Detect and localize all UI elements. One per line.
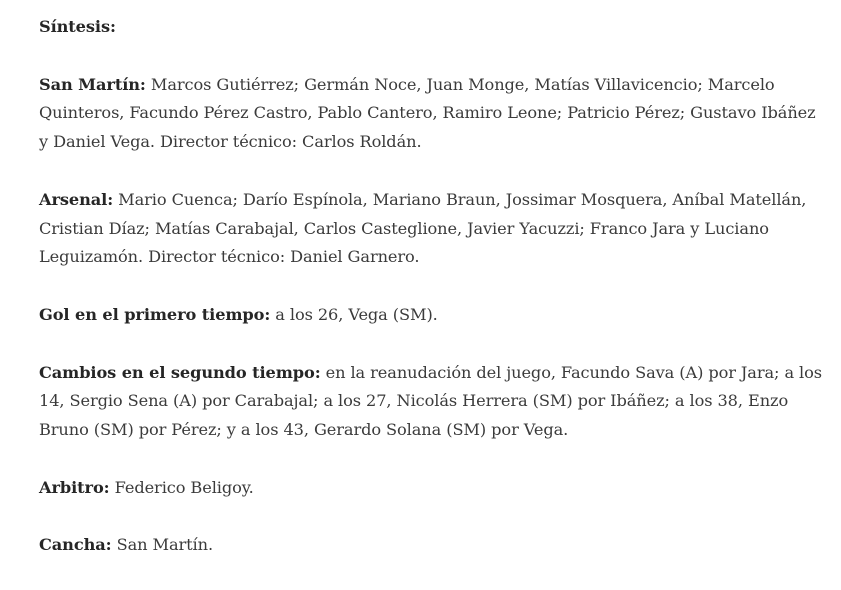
paragraph-second-half-changes: [39, 359, 829, 445]
paragraph-gap: [39, 503, 829, 532]
paragraph-gap: [39, 272, 829, 301]
synthesis-heading-label: Síntesis:: [39, 17, 116, 36]
stadium-text: San Martín.: [111, 535, 214, 555]
san-martin-label: San Martín:: [39, 74, 146, 94]
referee-text: Federico Beligoy.: [109, 477, 254, 497]
first-half-goal-text: a los 26, Vega (SM).: [270, 304, 438, 324]
arsenal-lineup-text: Mario Cuenca; Darío Espínola, Mariano Braun, Jossimar Mosquera, Aníbal Matellán, Cristian Díaz; Matías Carabajal, Carlos Casteglione, Javier Yacuzzi; Franco Jara y Luciano Leguizamón. Director técnico: Daniel Garnero.: [39, 189, 807, 267]
paragraph-first-half-goal: [39, 301, 829, 330]
paragraph-stadium: [39, 531, 829, 560]
first-half-goal-label: Gol en el primero tiempo:: [39, 304, 271, 324]
paragraph-referee: [39, 474, 829, 503]
arsenal-label: Arsenal:: [39, 189, 114, 209]
referee-label: Arbitro:: [39, 477, 110, 497]
paragraph-gap: [39, 445, 829, 474]
synthesis-heading: [39, 13, 829, 42]
san-martin-lineup-text: Marcos Gutiérrez; Germán Noce, Juan Monge, Matías Villavicencio; Marcelo Quinteros, Facundo Pérez Castro, Pablo Cantero, Ramiro Leone; Patricio Pérez; Gustavo Ibáñez y Daniel Vega. Director técnico: Carlos Roldán.: [39, 74, 816, 152]
second-half-changes-label: Cambios en el segundo tiempo:: [39, 362, 321, 382]
second-half-changes-text: en la reanudación del juego, Facundo Sava (A) por Jara; a los 14, Sergio Sena (A) por Carabajal; a los 27, Nicolás Herrera (SM) por Ibáñez; a los 38, Enzo Bruno (SM) por Pérez; y a los 43, Gerardo Solana (SM) por Vega.: [39, 362, 822, 440]
paragraph-gap: [39, 330, 829, 359]
paragraph-san-martin-lineup: [39, 71, 829, 157]
paragraph-gap: [39, 157, 829, 186]
article-body: [0, 13, 829, 560]
stadium-label: Cancha:: [39, 535, 112, 555]
paragraph-gap: [39, 42, 829, 71]
paragraph-arsenal-lineup: [39, 186, 829, 272]
